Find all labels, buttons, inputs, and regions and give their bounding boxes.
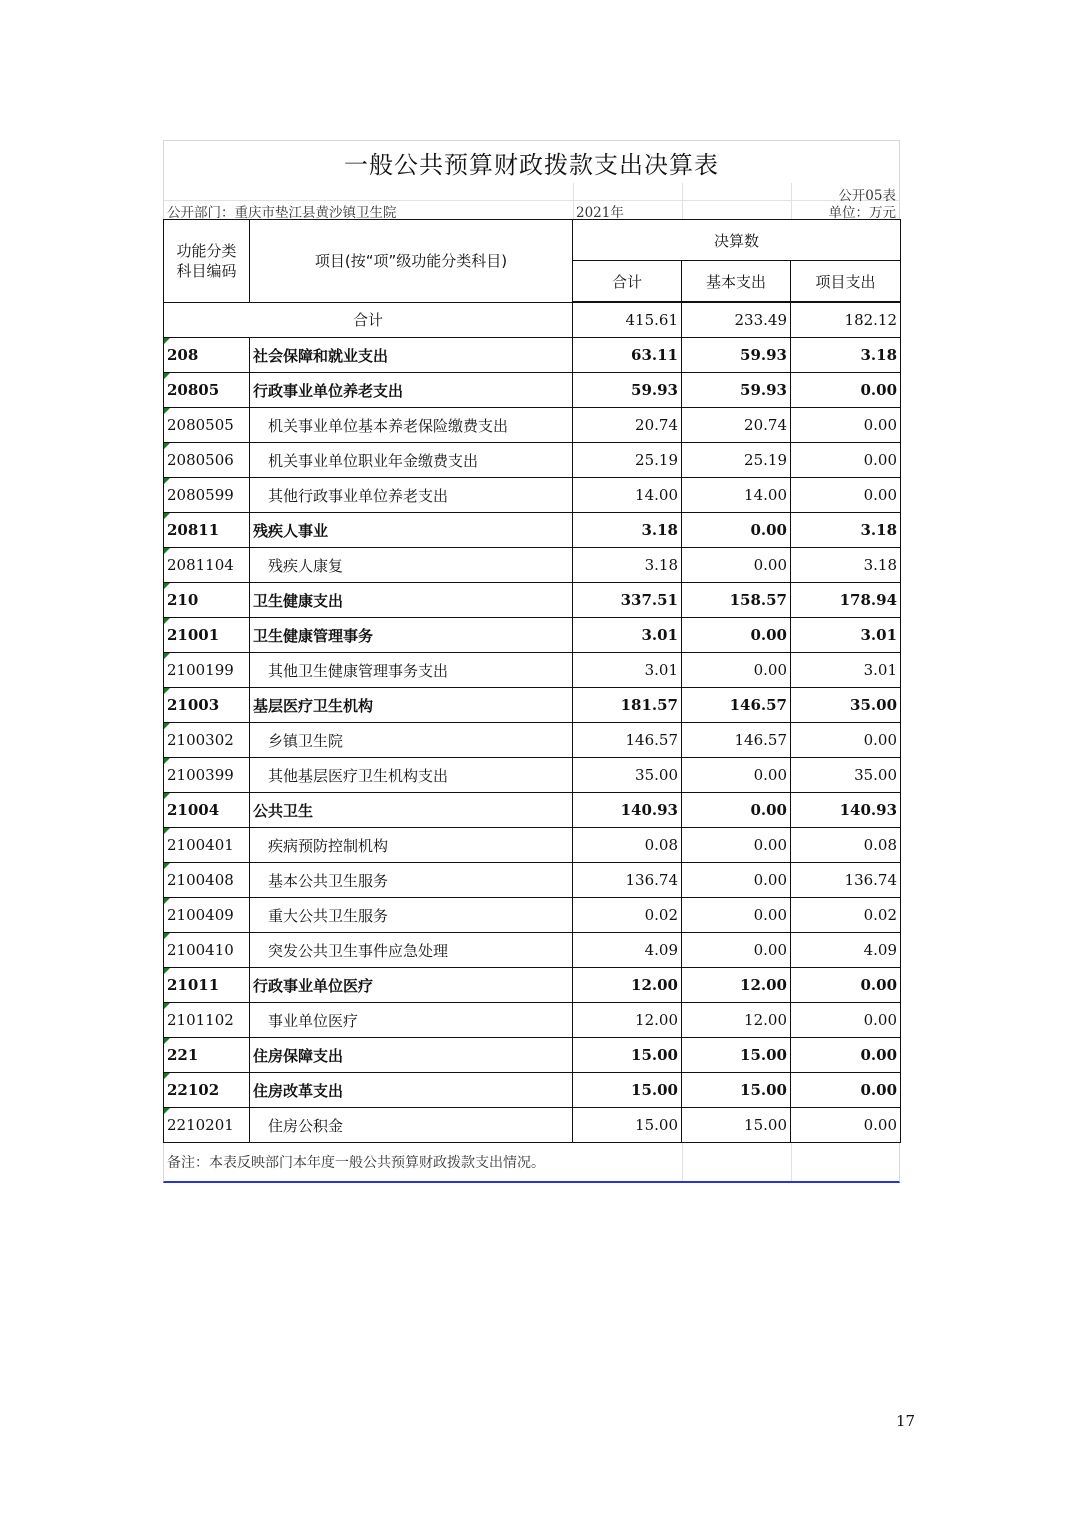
header-group: 决算数 <box>573 220 901 261</box>
row-total: 0.08 <box>573 828 682 863</box>
row-code: 20811 <box>164 513 250 548</box>
table-row <box>164 373 901 408</box>
row-name: 重大公共卫生服务 <box>250 898 573 933</box>
row-code: 2100199 <box>164 653 250 688</box>
row-total: 35.00 <box>573 758 682 793</box>
row-basic: 25.19 <box>682 443 791 478</box>
row-name: 其他卫生健康管理事务支出 <box>250 653 573 688</box>
table-row <box>164 688 901 723</box>
row-basic: 146.57 <box>682 688 791 723</box>
row-code: 2080599 <box>164 478 250 513</box>
row-basic: 59.93 <box>682 373 791 408</box>
row-code: 2080506 <box>164 443 250 478</box>
header-total: 合计 <box>573 261 682 303</box>
table-row <box>164 513 901 548</box>
row-project: 178.94 <box>791 583 901 618</box>
row-basic: 59.93 <box>682 338 791 373</box>
budget-table <box>163 219 901 1143</box>
table-row <box>164 758 901 793</box>
table-row <box>164 1073 901 1108</box>
row-total: 3.01 <box>573 653 682 688</box>
row-total: 3.01 <box>573 618 682 653</box>
row-name: 卫生健康管理事务 <box>250 618 573 653</box>
row-project: 140.93 <box>791 793 901 828</box>
department-label: 公开部门：重庆市垫江县黄沙镇卫生院 <box>167 205 397 221</box>
row-total: 15.00 <box>573 1038 682 1073</box>
row-name: 疾病预防控制机构 <box>250 828 573 863</box>
table-row <box>164 443 901 478</box>
row-code: 2081104 <box>164 548 250 583</box>
row-basic: 146.57 <box>682 723 791 758</box>
row-total: 4.09 <box>573 933 682 968</box>
row-basic: 14.00 <box>682 478 791 513</box>
row-project: 0.00 <box>791 1003 901 1038</box>
page-number: 17 <box>896 1412 916 1430</box>
row-name: 机关事业单位职业年金缴费支出 <box>250 443 573 478</box>
row-project: 3.01 <box>791 618 901 653</box>
table-number: 公开05表 <box>838 188 896 204</box>
summary-project: 182.12 <box>791 302 901 338</box>
row-total: 12.00 <box>573 1003 682 1038</box>
row-project: 0.00 <box>791 1108 901 1143</box>
table-row <box>164 338 901 373</box>
row-basic: 0.00 <box>682 618 791 653</box>
row-code: 21011 <box>164 968 250 1003</box>
row-name: 机关事业单位基本养老保险缴费支出 <box>250 408 573 443</box>
row-code: 208 <box>164 338 250 373</box>
row-project: 3.18 <box>791 513 901 548</box>
row-total: 337.51 <box>573 583 682 618</box>
row-basic: 20.74 <box>682 408 791 443</box>
row-code: 2210201 <box>164 1108 250 1143</box>
summary-total: 415.61 <box>573 302 682 338</box>
row-basic: 0.00 <box>682 933 791 968</box>
row-total: 146.57 <box>573 723 682 758</box>
row-basic: 12.00 <box>682 968 791 1003</box>
row-project: 0.00 <box>791 443 901 478</box>
table-row <box>164 408 901 443</box>
row-code: 2100409 <box>164 898 250 933</box>
row-total: 3.18 <box>573 548 682 583</box>
row-name: 基本公共卫生服务 <box>250 863 573 898</box>
budget-sheet <box>163 140 900 1183</box>
table-row <box>164 968 901 1003</box>
row-name: 住房公积金 <box>250 1108 573 1143</box>
row-code: 2100410 <box>164 933 250 968</box>
row-project: 0.00 <box>791 723 901 758</box>
row-name: 其他基层医疗卫生机构支出 <box>250 758 573 793</box>
row-basic: 0.00 <box>682 548 791 583</box>
row-name: 行政事业单位医疗 <box>250 968 573 1003</box>
row-code: 2101102 <box>164 1003 250 1038</box>
row-project: 0.00 <box>791 408 901 443</box>
row-total: 3.18 <box>573 513 682 548</box>
row-name: 卫生健康支出 <box>250 583 573 618</box>
row-name: 突发公共卫生事件应急处理 <box>250 933 573 968</box>
header-project: 项目支出 <box>791 261 901 303</box>
row-name: 事业单位医疗 <box>250 1003 573 1038</box>
row-code: 2100408 <box>164 863 250 898</box>
table-meta <box>163 183 900 219</box>
row-basic: 0.00 <box>682 793 791 828</box>
row-total: 20.74 <box>573 408 682 443</box>
header-item: 项目(按“项”级功能分类科目) <box>250 220 573 303</box>
row-total: 14.00 <box>573 478 682 513</box>
summary-label: 合计 <box>164 302 573 338</box>
table-row <box>164 793 901 828</box>
year-label: 2021年 <box>576 205 624 221</box>
row-basic: 0.00 <box>682 863 791 898</box>
row-total: 59.93 <box>573 373 682 408</box>
row-code: 21003 <box>164 688 250 723</box>
row-basic: 15.00 <box>682 1038 791 1073</box>
row-code: 2100302 <box>164 723 250 758</box>
table-row <box>164 863 901 898</box>
row-project: 3.01 <box>791 653 901 688</box>
summary-basic: 233.49 <box>682 302 791 338</box>
row-name: 住房保障支出 <box>250 1038 573 1073</box>
row-project: 0.00 <box>791 478 901 513</box>
row-basic: 0.00 <box>682 758 791 793</box>
row-name: 残疾人事业 <box>250 513 573 548</box>
row-name: 其他行政事业单位养老支出 <box>250 478 573 513</box>
row-name: 乡镇卫生院 <box>250 723 573 758</box>
table-row <box>164 583 901 618</box>
table-row <box>164 723 901 758</box>
row-name: 社会保障和就业支出 <box>250 338 573 373</box>
row-code: 2100401 <box>164 828 250 863</box>
row-name: 残疾人康复 <box>250 548 573 583</box>
row-name: 行政事业单位养老支出 <box>250 373 573 408</box>
row-code: 210 <box>164 583 250 618</box>
row-total: 12.00 <box>573 968 682 1003</box>
row-total: 136.74 <box>573 863 682 898</box>
table-row <box>164 478 901 513</box>
summary-row <box>164 302 901 338</box>
row-basic: 0.00 <box>682 653 791 688</box>
row-total: 15.00 <box>573 1073 682 1108</box>
header-code: 功能分类科目编码 <box>164 220 250 303</box>
row-total: 15.00 <box>573 1108 682 1143</box>
row-project: 3.18 <box>791 338 901 373</box>
row-project: 136.74 <box>791 863 901 898</box>
row-name: 基层医疗卫生机构 <box>250 688 573 723</box>
table-row <box>164 828 901 863</box>
row-code: 21004 <box>164 793 250 828</box>
row-project: 0.00 <box>791 1038 901 1073</box>
row-project: 0.00 <box>791 373 901 408</box>
table-row <box>164 618 901 653</box>
row-basic: 0.00 <box>682 898 791 933</box>
row-total: 0.02 <box>573 898 682 933</box>
row-project: 0.02 <box>791 898 901 933</box>
row-name: 住房改革支出 <box>250 1073 573 1108</box>
row-code: 2080505 <box>164 408 250 443</box>
table-title: 一般公共预算财政拨款支出决算表 <box>163 140 900 183</box>
row-basic: 0.00 <box>682 513 791 548</box>
row-code: 2100399 <box>164 758 250 793</box>
row-basic: 15.00 <box>682 1073 791 1108</box>
table-row <box>164 548 901 583</box>
header-basic: 基本支出 <box>682 261 791 303</box>
row-total: 181.57 <box>573 688 682 723</box>
row-project: 3.18 <box>791 548 901 583</box>
row-project: 0.00 <box>791 968 901 1003</box>
row-name: 公共卫生 <box>250 793 573 828</box>
row-basic: 158.57 <box>682 583 791 618</box>
row-total: 25.19 <box>573 443 682 478</box>
table-row <box>164 933 901 968</box>
table-row <box>164 898 901 933</box>
row-total: 63.11 <box>573 338 682 373</box>
row-code: 20805 <box>164 373 250 408</box>
row-project: 4.09 <box>791 933 901 968</box>
table-note <box>163 1143 900 1183</box>
row-project: 0.00 <box>791 1073 901 1108</box>
row-project: 35.00 <box>791 758 901 793</box>
table-row <box>164 1003 901 1038</box>
note-text: 备注：本表反映部门本年度一般公共预算财政拨款支出情况。 <box>167 1155 545 1171</box>
row-total: 140.93 <box>573 793 682 828</box>
table-row <box>164 1108 901 1143</box>
table-row <box>164 1038 901 1073</box>
row-project: 35.00 <box>791 688 901 723</box>
row-basic: 15.00 <box>682 1108 791 1143</box>
row-project: 0.08 <box>791 828 901 863</box>
table-row <box>164 653 901 688</box>
row-code: 221 <box>164 1038 250 1073</box>
row-basic: 0.00 <box>682 828 791 863</box>
row-basic: 12.00 <box>682 1003 791 1038</box>
row-code: 22102 <box>164 1073 250 1108</box>
unit-label: 单位：万元 <box>828 205 896 221</box>
row-code: 21001 <box>164 618 250 653</box>
